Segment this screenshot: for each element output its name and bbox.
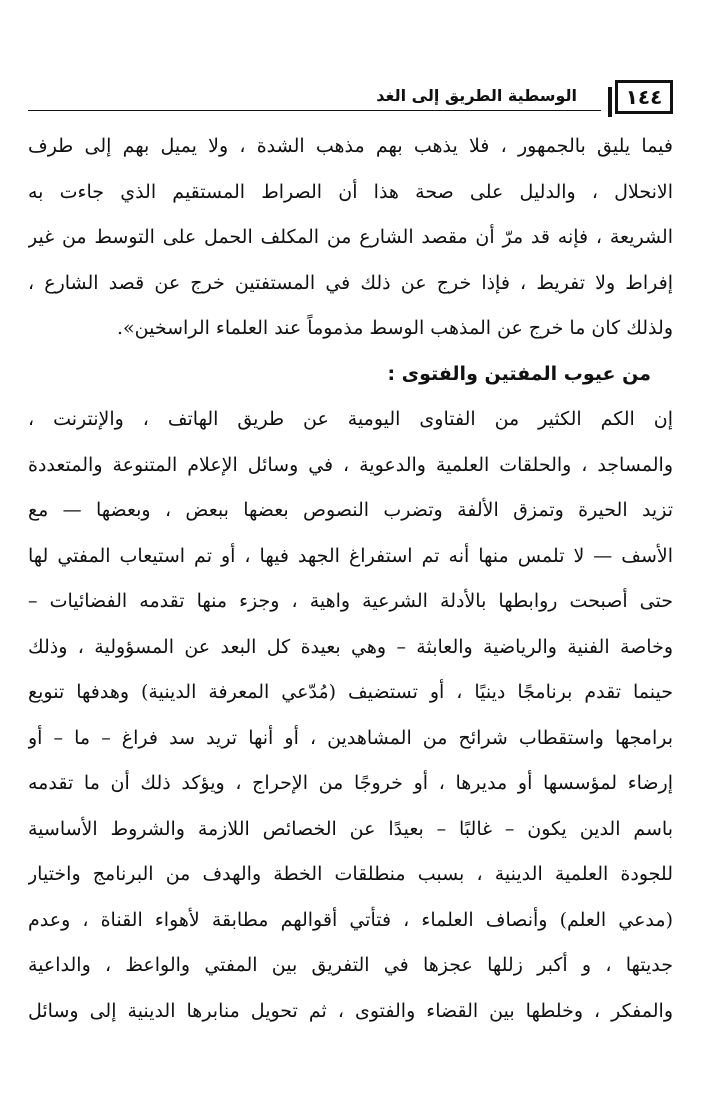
header-rule — [28, 110, 601, 111]
text-line: إفراط ولا تفريط ، فإذا خرج عن ذلك في المستفتين خرج عن قصد الشارع ، — [28, 271, 673, 294]
paragraph-1 — [28, 124, 673, 352]
text-line: الشريعة ، فإنه قد مرّ أن مقصد الشارع من المكلف الحمل على التوسط من غير — [28, 226, 673, 248]
text-line: الأسف — لا تلمس منها أنه تم استفراغ الجهد فيها ، أو تم استيعاب المفتي لها — [28, 544, 673, 567]
text-line: باسم الدين يكون – غالبًا – بعيدًا عن الخصائص اللازمة والشروط الأساسية — [28, 817, 673, 840]
text-line: إن الكم الكثير من الفتاوى اليومية عن طريق الهاتف ، والإنترنت ، — [28, 408, 673, 430]
text-line: (مدعي العلم) وأنصاف العلماء ، فتأتي أقوالهم مطابقة لأهواء القناة ، وعدم — [28, 908, 673, 931]
text-line: تزيد الحيرة وتمزق الألفة وتضرب النصوص بعضها ببعض ، وبعضها — مع — [28, 499, 673, 521]
text-line: وخاصة الفنية والرياضية والعابثة – وهي بعيدة كل البعد عن المسؤولية ، وذلك — [28, 635, 673, 658]
body-text — [28, 124, 673, 1034]
paragraph-2 — [28, 397, 673, 1034]
running-title: الوسطية الطريق إلى الغد — [376, 86, 577, 105]
page-header — [28, 80, 673, 120]
text-line: حينما تقدم برنامجًا دينيًا ، أو تستضيف (مُدّعي المعرفة الدينية) وهدفها تنويع — [28, 681, 673, 703]
text-line: جديتها ، و أكبر زللها عجزها في التفريق بين المفتي والواعظ ، والداعية — [28, 954, 673, 976]
text-line: فيما يليق بالجمهور ، فلا يذهب بهم مذهب الشدة ، ولا يميل بهم إلى طرف — [28, 135, 673, 157]
text-line: برامجها واستقطاب شرائح من المشاهدين ، أو أنها تريد سد فراغ – ما – أو — [28, 726, 673, 749]
text-line: ولذلك كان ما خرج عن المذهب الوسط مذموماً عند العلماء الراسخين». — [117, 317, 673, 339]
text-line: والمفكر ، وخلطها بين القضاء والفتوى ، ثم تحويل منابرها الدينية إلى وسائل — [28, 999, 673, 1022]
page-number: ١٤٤ — [615, 80, 673, 114]
text-line: للجودة العلمية الدينية ، بسبب منطلقات الخطة والهدف من البرنامج واختيار — [28, 863, 673, 885]
text-line: حتى أصبحت روابطها بالأدلة الشرعية واهية ، وجزء منها تقدمه الفضائيات – — [28, 590, 673, 612]
text-line: إرضاء لمؤسسها أو مديرها ، أو خروجًا من الإحراج ، ويؤكد ذلك أن ما تقدمه — [28, 772, 673, 794]
section-heading: من عيوب المفتين والفتوى : — [387, 362, 651, 385]
text-line: الانحلال ، والدليل على صحة هذا أن الصراط المستقيم الذي جاءت به — [28, 180, 673, 203]
text-line: والمساجد ، والحلقات العلمية والدعوية ، في وسائل الإعلام المتنوعة والمتعددة — [28, 453, 673, 476]
